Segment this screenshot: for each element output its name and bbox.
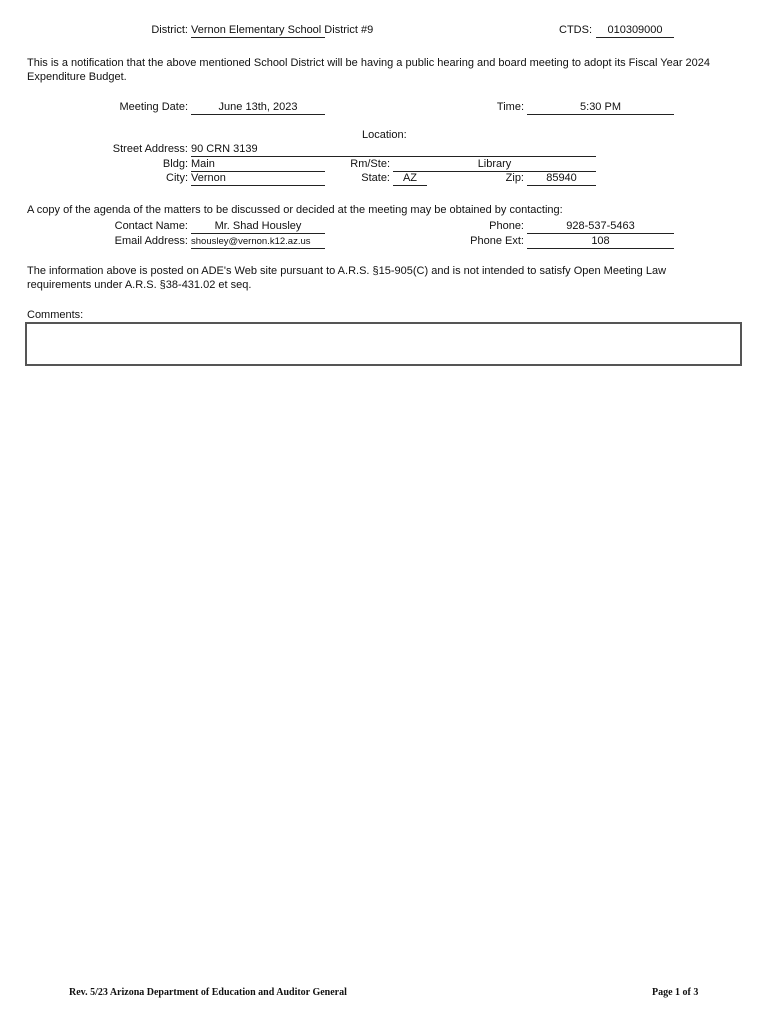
- meeting-date-field[interactable]: June 13th, 2023: [191, 101, 325, 115]
- state-field[interactable]: AZ: [393, 172, 427, 186]
- location-heading: Location:: [362, 129, 407, 141]
- meeting-time-label: Time:: [496, 101, 524, 113]
- meeting-time-field[interactable]: 5:30 PM: [527, 101, 674, 115]
- phone-field[interactable]: 928-537-5463: [527, 220, 674, 234]
- bldg-field[interactable]: Main: [191, 158, 325, 172]
- city-label: City:: [166, 172, 188, 184]
- comments-box[interactable]: [25, 322, 742, 366]
- footer-revision: Rev. 5/23 Arizona Department of Education and Auditor General: [69, 987, 347, 998]
- phone-ext-label: Phone Ext:: [470, 235, 524, 247]
- district-field[interactable]: Vernon Elementary School District #9: [191, 24, 374, 36]
- district-label: District:: [151, 24, 188, 36]
- comments-label: Comments:: [27, 309, 84, 321]
- ctds-field[interactable]: 010309000: [596, 24, 674, 38]
- street-address-label: Street Address:: [112, 143, 188, 155]
- bldg-label: Bldg:: [162, 158, 188, 170]
- email-label: Email Address:: [114, 235, 188, 247]
- contact-name-field[interactable]: Mr. Shad Housley: [191, 220, 325, 234]
- agenda-text: A copy of the agenda of the matters to be discussed or decided at the meeting may be obtained by contacting:: [27, 204, 563, 216]
- rmste-label: Rm/Ste:: [350, 158, 390, 170]
- zip-field[interactable]: 85940: [527, 172, 596, 186]
- phone-ext-field[interactable]: 108: [527, 235, 674, 249]
- contact-name-label: Contact Name:: [114, 220, 188, 232]
- email-field[interactable]: shousley@vernon.k12.az.us: [191, 235, 325, 249]
- notification-text: This is a notification that the above mentioned School District will be having a public hearing and board meeting to adopt its Fiscal Year 2024 Expenditure Budget.: [27, 57, 711, 83]
- rmste-field[interactable]: Library: [393, 158, 596, 172]
- phone-label: Phone:: [489, 220, 524, 232]
- disclaimer-text: The information above is posted on ADE's Web site pursuant to A.R.S. §15-905(C) and is not intended to satisfy Open Meeting Law requirements under A.R.S. §38-431.02 et seq.: [27, 265, 667, 291]
- street-address-field[interactable]: 90 CRN 3139: [191, 143, 596, 157]
- zip-label: Zip:: [505, 172, 524, 184]
- ctds-label: CTDS:: [559, 24, 592, 36]
- footer-page-number: Page 1 of 3: [652, 987, 699, 998]
- meeting-date-label: Meeting Date:: [119, 101, 188, 113]
- state-label: State:: [361, 172, 390, 184]
- city-field[interactable]: Vernon: [191, 172, 325, 186]
